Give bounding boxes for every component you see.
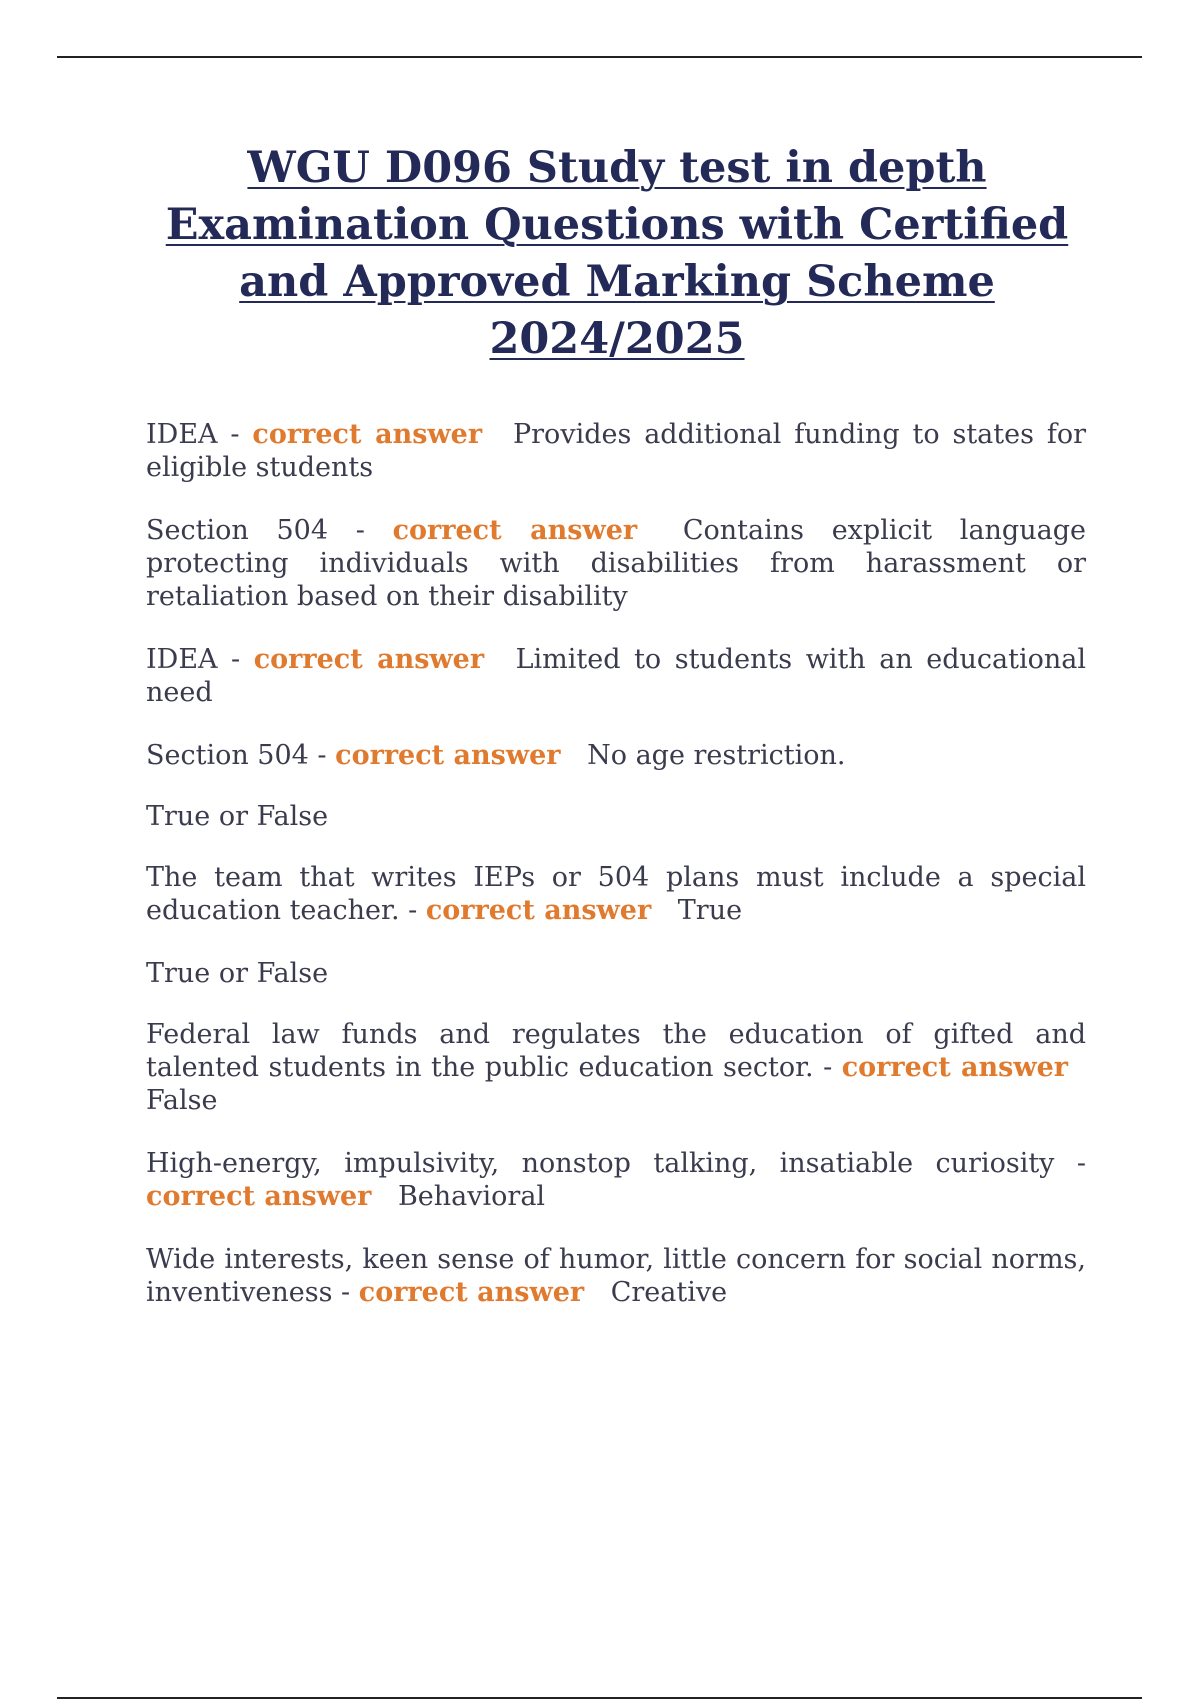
question-prompt: True or False <box>146 801 329 832</box>
correct-answer-label: correct answer <box>146 1181 372 1212</box>
question-entry-2 <box>146 514 1086 613</box>
title-line-1: WGU D096 Study test in depth <box>247 143 987 193</box>
question-prompt: Federal law funds and regulates the education of gifted and talented students in the public education sector. - <box>146 1019 1086 1083</box>
question-entry-8 <box>146 1018 1086 1117</box>
question-entry-1 <box>146 418 1086 484</box>
answer-text: No age restriction. <box>587 740 846 771</box>
question-entry-10 <box>146 1243 1086 1309</box>
title-line-3: and Approved Marking Scheme <box>239 257 995 307</box>
question-entry-4 <box>146 739 1086 772</box>
question-prompt: Section 504 - <box>146 740 327 771</box>
correct-answer-label: correct answer <box>335 740 561 771</box>
answer-text: Creative <box>610 1277 728 1308</box>
answer-text: Behavioral <box>397 1181 546 1212</box>
answer-text: True <box>677 895 743 926</box>
answer-text: Limited to students with an educational need <box>146 644 1086 708</box>
question-prompt: IDEA - <box>146 644 241 675</box>
title-line-4: 2024/2025 <box>489 314 745 364</box>
question-prompt: IDEA - <box>146 419 240 450</box>
correct-answer-label: correct answer <box>253 644 485 675</box>
question-entry-5 <box>146 800 1086 833</box>
answer-text: False <box>146 1085 218 1116</box>
question-entry-7 <box>146 957 1086 990</box>
question-entry-3 <box>146 643 1086 709</box>
question-prompt: True or False <box>146 958 329 989</box>
question-prompt: Section 504 - <box>146 515 365 546</box>
answer-text: Contains explicit language protecting individuals with disabilities from harassment or retaliation based on their disability <box>146 515 1086 612</box>
question-entry-9 <box>146 1147 1086 1213</box>
correct-answer-label: correct answer <box>841 1052 1068 1083</box>
question-prompt: High-energy, impulsivity, nonstop talking, insatiable curiosity - <box>146 1148 1086 1179</box>
title-line-2: Examination Questions with Certified <box>165 200 1069 250</box>
answer-text: Provides additional funding to states for eligible students <box>146 419 1086 483</box>
question-list <box>146 418 1086 1339</box>
bottom-rule <box>57 1697 1142 1699</box>
correct-answer-label: correct answer <box>425 895 652 926</box>
question-entry-6 <box>146 861 1086 927</box>
document-title <box>130 140 1104 368</box>
question-prompt: The team that writes IEPs or 504 plans must include a special education teacher. - <box>146 862 1086 926</box>
correct-answer-label: correct answer <box>358 1277 585 1308</box>
top-rule <box>57 56 1142 58</box>
correct-answer-label: correct answer <box>392 515 638 546</box>
question-prompt: Wide interests, keen sense of humor, little concern for social norms, inventiveness - <box>146 1244 1086 1308</box>
correct-answer-label: correct answer <box>252 419 483 450</box>
